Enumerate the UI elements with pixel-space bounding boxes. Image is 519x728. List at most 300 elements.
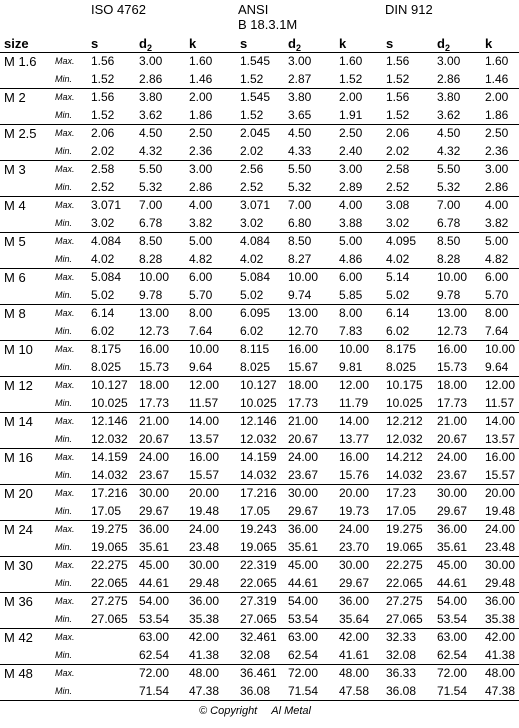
value-cell: 21.00 bbox=[139, 414, 170, 428]
value-cell: 5.50 bbox=[288, 162, 312, 176]
table-row bbox=[0, 683, 519, 701]
dimension-table bbox=[0, 36, 519, 701]
value-cell: 8.115 bbox=[240, 342, 270, 356]
min-label: Min. bbox=[55, 287, 91, 305]
value-cell: 72.00 bbox=[139, 666, 170, 680]
value-cell: 6.095 bbox=[240, 306, 271, 320]
value-cell: 2.86 bbox=[437, 71, 485, 89]
value-cell: 15.73 bbox=[437, 359, 485, 377]
table-row bbox=[0, 449, 519, 467]
value-cell: 12.032 bbox=[240, 431, 288, 449]
value-cell: 9.74 bbox=[288, 287, 339, 305]
table-row bbox=[0, 89, 519, 107]
value-cell: 15.67 bbox=[288, 359, 339, 377]
value-cell: 27.065 bbox=[240, 611, 288, 629]
value-cell: 47.58 bbox=[339, 683, 386, 701]
value-cell: 5.14 bbox=[386, 270, 410, 284]
value-cell: 4.084 bbox=[91, 234, 122, 248]
value-cell: 22.065 bbox=[91, 575, 139, 593]
min-label: Min. bbox=[55, 647, 91, 665]
value-cell: 4.084 bbox=[240, 234, 271, 248]
value-cell: 4.86 bbox=[339, 251, 386, 269]
value-cell: 3.62 bbox=[437, 107, 485, 125]
max-label: Max. bbox=[55, 128, 75, 138]
value-cell: 1.52 bbox=[339, 71, 386, 89]
value-cell: 23.48 bbox=[189, 539, 240, 557]
value-cell: 2.00 bbox=[189, 90, 213, 104]
value-cell: 16.00 bbox=[139, 342, 170, 356]
value-cell: 45.00 bbox=[437, 558, 468, 572]
value-cell: 10.127 bbox=[91, 378, 128, 392]
min-label: Min. bbox=[55, 611, 91, 629]
max-label: Max. bbox=[55, 92, 75, 102]
value-cell: 17.05 bbox=[386, 503, 437, 521]
value-cell: 54.00 bbox=[437, 594, 468, 608]
value-cell: 3.62 bbox=[139, 107, 189, 125]
value-cell: 4.32 bbox=[437, 143, 485, 161]
size-cell: M 20 bbox=[0, 485, 55, 521]
value-cell: 23.67 bbox=[288, 467, 339, 485]
value-cell: 8.175 bbox=[91, 342, 122, 356]
value-cell: 4.82 bbox=[189, 251, 240, 269]
table-row bbox=[0, 107, 519, 125]
table-row bbox=[0, 485, 519, 503]
min-label: Min. bbox=[55, 683, 91, 701]
value-cell: 1.46 bbox=[485, 71, 519, 89]
value-cell: 6.02 bbox=[240, 323, 288, 341]
min-label: Min. bbox=[55, 179, 91, 197]
header-ansi-d: $d_2$ bbox=[288, 36, 301, 53]
value-cell: 35.61 bbox=[288, 539, 339, 557]
value-cell: 5.084 bbox=[91, 270, 122, 284]
size-cell: M 24 bbox=[0, 521, 55, 557]
value-cell: 8.28 bbox=[437, 251, 485, 269]
value-cell: 17.05 bbox=[91, 503, 139, 521]
value-cell: 17.23 bbox=[386, 486, 417, 500]
copyright-text: © Copyright bbox=[199, 705, 258, 717]
value-cell: 4.095 bbox=[386, 234, 417, 248]
value-cell: 2.06 bbox=[386, 126, 410, 140]
value-cell: 23.67 bbox=[437, 467, 485, 485]
value-cell: 5.70 bbox=[189, 287, 240, 305]
value-cell: 5.00 bbox=[485, 234, 509, 248]
max-label: Max. bbox=[55, 668, 75, 678]
table-row bbox=[0, 341, 519, 359]
value-cell: 45.00 bbox=[288, 558, 319, 572]
standard-din: DIN 912 bbox=[385, 2, 433, 17]
value-cell: 48.00 bbox=[339, 666, 370, 680]
value-cell: 35.38 bbox=[485, 611, 519, 629]
value-cell: 22.065 bbox=[386, 575, 437, 593]
size-cell: M 48 bbox=[0, 665, 55, 701]
min-label: Min. bbox=[55, 107, 91, 125]
value-cell: 36.33 bbox=[386, 666, 417, 680]
value-cell: 13.57 bbox=[189, 431, 240, 449]
value-cell: 3.82 bbox=[189, 215, 240, 233]
value-cell: 2.36 bbox=[189, 143, 240, 161]
value-cell: 15.76 bbox=[339, 467, 386, 485]
value-cell: 35.61 bbox=[139, 539, 189, 557]
value-cell: 11.79 bbox=[339, 395, 386, 413]
value-cell: 19.065 bbox=[386, 539, 437, 557]
table-row bbox=[0, 539, 519, 557]
value-cell: 1.52 bbox=[240, 71, 288, 89]
value-cell: 10.00 bbox=[189, 342, 220, 356]
value-cell: 63.00 bbox=[139, 630, 170, 644]
table-row bbox=[0, 161, 519, 179]
value-cell: 19.48 bbox=[189, 503, 240, 521]
value-cell: 1.52 bbox=[240, 107, 288, 125]
value-cell: 12.146 bbox=[240, 414, 277, 428]
value-cell: 3.88 bbox=[339, 215, 386, 233]
value-cell: 15.57 bbox=[189, 467, 240, 485]
size-cell: M 4 bbox=[0, 197, 55, 233]
value-cell: 36.08 bbox=[386, 683, 437, 701]
value-cell: 32.08 bbox=[240, 647, 288, 665]
value-cell: 8.00 bbox=[189, 306, 213, 320]
table-row bbox=[0, 467, 519, 485]
value-cell: 16.00 bbox=[485, 450, 516, 464]
value-cell: 16.00 bbox=[339, 450, 370, 464]
value-cell: 20.67 bbox=[139, 431, 189, 449]
value-cell: 1.545 bbox=[240, 90, 271, 104]
value-cell: 2.02 bbox=[240, 143, 288, 161]
value-cell: 21.00 bbox=[288, 414, 319, 428]
value-cell: 14.032 bbox=[91, 467, 139, 485]
value-cell: 19.065 bbox=[91, 539, 139, 557]
value-cell: 71.54 bbox=[139, 683, 189, 701]
value-cell: 1.60 bbox=[339, 54, 363, 68]
footer bbox=[199, 705, 311, 717]
value-cell: 29.67 bbox=[139, 503, 189, 521]
value-cell: 20.67 bbox=[437, 431, 485, 449]
value-cell: 3.80 bbox=[288, 90, 312, 104]
table-row bbox=[0, 503, 519, 521]
value-cell: 5.50 bbox=[437, 162, 461, 176]
min-label: Min. bbox=[55, 395, 91, 413]
value-cell: 6.80 bbox=[288, 215, 339, 233]
table-row bbox=[0, 629, 519, 647]
value-cell: 12.00 bbox=[485, 378, 516, 392]
value-cell: 14.159 bbox=[240, 450, 277, 464]
value-cell: 24.00 bbox=[485, 522, 516, 536]
value-cell: 10.00 bbox=[288, 270, 319, 284]
value-cell: 41.38 bbox=[485, 647, 519, 665]
value-cell: 9.64 bbox=[485, 359, 519, 377]
value-cell: 2.00 bbox=[339, 90, 363, 104]
value-cell: 17.216 bbox=[240, 486, 277, 500]
value-cell: 8.025 bbox=[240, 359, 288, 377]
value-cell: 20.00 bbox=[485, 486, 516, 500]
value-cell: 19.275 bbox=[386, 522, 423, 536]
value-cell: 19.275 bbox=[91, 522, 128, 536]
value-cell: 13.00 bbox=[288, 306, 319, 320]
size-cell: M 36 bbox=[0, 593, 55, 629]
value-cell: 30.00 bbox=[485, 558, 516, 572]
value-cell bbox=[91, 665, 139, 683]
max-label: Max. bbox=[55, 416, 75, 426]
value-cell: 4.50 bbox=[437, 126, 461, 140]
table-row bbox=[0, 557, 519, 575]
value-cell: 48.00 bbox=[485, 666, 516, 680]
value-cell: 22.275 bbox=[386, 558, 423, 572]
max-label: Max. bbox=[55, 236, 75, 246]
value-cell: 3.80 bbox=[139, 90, 163, 104]
value-cell: 5.02 bbox=[240, 287, 288, 305]
value-cell: 35.61 bbox=[437, 539, 485, 557]
header-ansi-s: s bbox=[240, 36, 248, 51]
value-cell: 1.91 bbox=[339, 107, 386, 125]
table-row bbox=[0, 53, 519, 71]
size-cell: M 2 bbox=[0, 89, 55, 125]
value-cell: 16.00 bbox=[288, 342, 319, 356]
value-cell: 1.56 bbox=[91, 54, 115, 68]
header-iso-s: s bbox=[91, 36, 99, 51]
value-cell: 13.00 bbox=[139, 306, 170, 320]
value-cell: 2.02 bbox=[386, 143, 437, 161]
table-row bbox=[0, 125, 519, 143]
min-label: Min. bbox=[55, 215, 91, 233]
value-cell: 4.02 bbox=[386, 251, 437, 269]
value-cell bbox=[91, 629, 139, 647]
value-cell: 17.216 bbox=[91, 486, 128, 500]
value-cell: 3.02 bbox=[386, 215, 437, 233]
size-cell: M 12 bbox=[0, 377, 55, 413]
max-label: Max. bbox=[55, 164, 75, 174]
value-cell: 7.00 bbox=[139, 198, 163, 212]
value-cell: 30.00 bbox=[339, 558, 370, 572]
value-cell: 9.78 bbox=[139, 287, 189, 305]
value-cell: 5.084 bbox=[240, 270, 271, 284]
value-cell: 6.00 bbox=[189, 270, 213, 284]
value-cell: 10.025 bbox=[91, 395, 139, 413]
value-cell: 2.40 bbox=[339, 143, 386, 161]
value-cell: 20.67 bbox=[288, 431, 339, 449]
value-cell: 13.77 bbox=[339, 431, 386, 449]
value-cell: 3.02 bbox=[240, 215, 288, 233]
table-row bbox=[0, 665, 519, 683]
value-cell: 8.00 bbox=[485, 306, 509, 320]
value-cell: 1.52 bbox=[91, 71, 139, 89]
value-cell: 6.00 bbox=[485, 270, 509, 284]
value-cell: 6.14 bbox=[91, 306, 115, 320]
value-cell: 2.56 bbox=[240, 162, 264, 176]
value-cell: 18.00 bbox=[288, 378, 319, 392]
value-cell: 14.212 bbox=[386, 450, 423, 464]
header-din-s: s bbox=[386, 36, 394, 51]
value-cell: 36.00 bbox=[139, 522, 170, 536]
value-cell: 1.545 bbox=[240, 54, 271, 68]
value-cell: 17.73 bbox=[437, 395, 485, 413]
value-cell: 8.025 bbox=[386, 359, 437, 377]
value-cell: 3.00 bbox=[139, 54, 163, 68]
value-cell: 27.275 bbox=[386, 594, 423, 608]
value-cell: 2.86 bbox=[189, 179, 240, 197]
header-iso-k: k bbox=[189, 36, 197, 51]
value-cell: 12.032 bbox=[91, 431, 139, 449]
value-cell: 8.50 bbox=[437, 234, 461, 248]
value-cell: 4.33 bbox=[288, 143, 339, 161]
value-cell: 20.00 bbox=[339, 486, 370, 500]
table-row bbox=[0, 359, 519, 377]
header-din-d: $d_2$ bbox=[437, 36, 450, 53]
value-cell: 13.57 bbox=[485, 431, 519, 449]
size-cell: M 30 bbox=[0, 557, 55, 593]
value-cell: 10.00 bbox=[437, 270, 468, 284]
size-cell: M 16 bbox=[0, 449, 55, 485]
value-cell: 1.52 bbox=[91, 107, 139, 125]
value-cell: 7.83 bbox=[339, 323, 386, 341]
value-cell: 2.36 bbox=[485, 143, 519, 161]
value-cell: 36.461 bbox=[240, 666, 277, 680]
value-cell: 29.67 bbox=[288, 503, 339, 521]
value-cell: 24.00 bbox=[189, 522, 220, 536]
value-cell: 23.67 bbox=[139, 467, 189, 485]
table-row bbox=[0, 143, 519, 161]
value-cell: 72.00 bbox=[288, 666, 319, 680]
value-cell: 3.00 bbox=[288, 54, 312, 68]
value-cell: 30.00 bbox=[139, 486, 170, 500]
value-cell: 4.50 bbox=[139, 126, 163, 140]
value-cell: 27.275 bbox=[91, 594, 128, 608]
value-cell: 6.78 bbox=[437, 215, 485, 233]
value-cell: 9.78 bbox=[437, 287, 485, 305]
table-row bbox=[0, 197, 519, 215]
table-row bbox=[0, 71, 519, 89]
value-cell: 4.50 bbox=[288, 126, 312, 140]
table-row bbox=[0, 413, 519, 431]
header-ansi-k: k bbox=[339, 36, 347, 51]
value-cell: 6.00 bbox=[339, 270, 363, 284]
value-cell: 3.071 bbox=[240, 198, 271, 212]
value-cell: 10.025 bbox=[386, 395, 437, 413]
value-cell: 1.52 bbox=[386, 107, 437, 125]
value-cell: 30.00 bbox=[189, 558, 220, 572]
value-cell: 42.00 bbox=[189, 630, 220, 644]
value-cell: 5.32 bbox=[288, 179, 339, 197]
value-cell: 29.48 bbox=[485, 575, 519, 593]
value-cell: 14.159 bbox=[91, 450, 128, 464]
value-cell: 23.70 bbox=[339, 539, 386, 557]
value-cell: 2.02 bbox=[91, 143, 139, 161]
table-row bbox=[0, 377, 519, 395]
value-cell: 6.02 bbox=[91, 323, 139, 341]
value-cell: 14.00 bbox=[339, 414, 370, 428]
value-cell: 54.00 bbox=[288, 594, 319, 608]
min-label: Min. bbox=[55, 431, 91, 449]
value-cell: 4.00 bbox=[189, 198, 213, 212]
value-cell: 2.52 bbox=[240, 179, 288, 197]
value-cell bbox=[91, 647, 139, 665]
value-cell: 6.78 bbox=[139, 215, 189, 233]
value-cell: 4.00 bbox=[485, 198, 509, 212]
value-cell: 27.065 bbox=[386, 611, 437, 629]
value-cell: 42.00 bbox=[485, 630, 516, 644]
value-cell: 1.46 bbox=[189, 71, 240, 89]
value-cell: 2.86 bbox=[139, 71, 189, 89]
table-row bbox=[0, 593, 519, 611]
value-cell: 71.54 bbox=[288, 683, 339, 701]
table-row bbox=[0, 431, 519, 449]
value-cell: 14.032 bbox=[386, 467, 437, 485]
value-cell: 4.00 bbox=[339, 198, 363, 212]
value-cell: 27.319 bbox=[240, 594, 277, 608]
value-cell: 36.00 bbox=[189, 594, 220, 608]
value-cell: 41.61 bbox=[339, 647, 386, 665]
value-cell: 35.64 bbox=[339, 611, 386, 629]
value-cell: 19.48 bbox=[485, 503, 519, 521]
value-cell: 17.73 bbox=[139, 395, 189, 413]
size-cell: M 8 bbox=[0, 305, 55, 341]
value-cell: 11.57 bbox=[189, 395, 240, 413]
value-cell: 12.00 bbox=[189, 378, 220, 392]
size-cell: M 3 bbox=[0, 161, 55, 197]
value-cell: 10.025 bbox=[240, 395, 288, 413]
max-label: Max. bbox=[55, 596, 75, 606]
value-cell: 36.08 bbox=[240, 683, 288, 701]
value-cell: 14.032 bbox=[240, 467, 288, 485]
value-cell: 2.58 bbox=[386, 162, 410, 176]
value-cell: 35.38 bbox=[189, 611, 240, 629]
value-cell: 8.025 bbox=[91, 359, 139, 377]
value-cell: 8.27 bbox=[288, 251, 339, 269]
value-cell: 21.00 bbox=[437, 414, 468, 428]
min-label: Min. bbox=[55, 143, 91, 161]
value-cell: 44.61 bbox=[288, 575, 339, 593]
table-row bbox=[0, 215, 519, 233]
value-cell: 1.56 bbox=[386, 54, 410, 68]
value-cell: 12.146 bbox=[91, 414, 128, 428]
table-body bbox=[0, 53, 519, 701]
value-cell: 8.175 bbox=[386, 342, 417, 356]
value-cell: 19.065 bbox=[240, 539, 288, 557]
max-label: Max. bbox=[55, 344, 75, 354]
value-cell: 48.00 bbox=[189, 666, 220, 680]
value-cell: 8.00 bbox=[339, 306, 363, 320]
value-cell: 8.28 bbox=[139, 251, 189, 269]
value-cell: 7.00 bbox=[437, 198, 461, 212]
value-cell: 62.54 bbox=[139, 647, 189, 665]
value-cell: 7.64 bbox=[189, 323, 240, 341]
value-cell: 5.70 bbox=[485, 287, 519, 305]
value-cell: 32.33 bbox=[386, 630, 417, 644]
table-row bbox=[0, 287, 519, 305]
min-label: Min. bbox=[55, 503, 91, 521]
min-label: Min. bbox=[55, 71, 91, 89]
value-cell: 19.73 bbox=[339, 503, 386, 521]
value-cell: 2.50 bbox=[485, 126, 509, 140]
value-cell: 12.212 bbox=[386, 414, 423, 428]
value-cell: 29.48 bbox=[189, 575, 240, 593]
min-label: Min. bbox=[55, 251, 91, 269]
value-cell: 5.02 bbox=[91, 287, 139, 305]
table-row bbox=[0, 521, 519, 539]
value-cell: 3.00 bbox=[437, 54, 461, 68]
table-row bbox=[0, 575, 519, 593]
value-cell: 14.00 bbox=[189, 414, 220, 428]
size-cell: M 5 bbox=[0, 233, 55, 269]
value-cell: 1.60 bbox=[485, 54, 509, 68]
min-label: Min. bbox=[55, 575, 91, 593]
size-cell: M 10 bbox=[0, 341, 55, 377]
value-cell: 6.02 bbox=[386, 323, 437, 341]
header-size: size bbox=[4, 36, 29, 51]
value-cell: 3.65 bbox=[288, 107, 339, 125]
value-cell: 27.065 bbox=[91, 611, 139, 629]
table-row bbox=[0, 647, 519, 665]
value-cell: 17.05 bbox=[240, 503, 288, 521]
value-cell: 24.00 bbox=[339, 522, 370, 536]
